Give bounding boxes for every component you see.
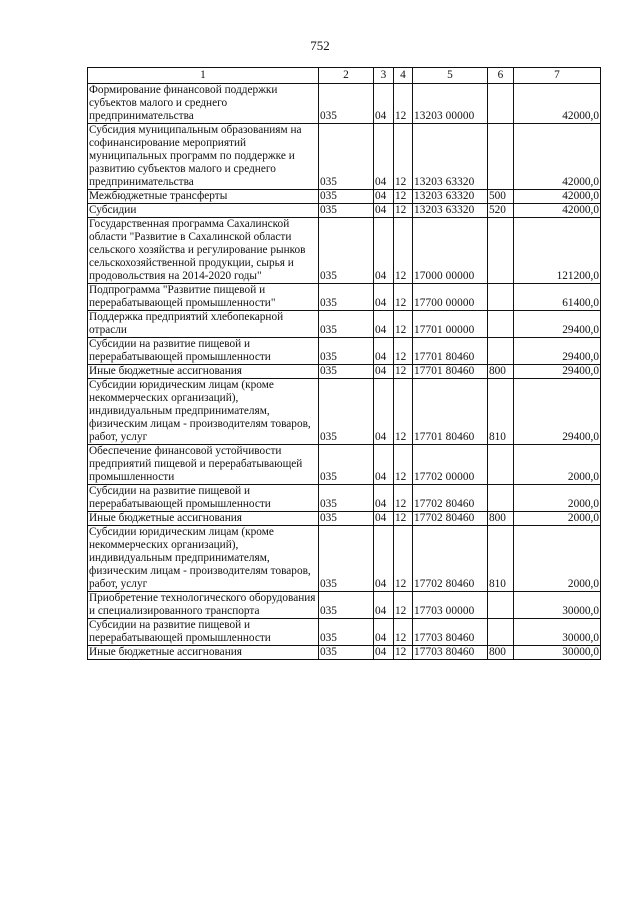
row-expense-type xyxy=(488,218,514,284)
row-expense-type: 520 xyxy=(488,204,514,218)
table-body xyxy=(88,84,601,660)
row-target-article: 17702 80460 xyxy=(413,485,488,512)
row-expense-type: 810 xyxy=(488,379,514,445)
row-section: 04 xyxy=(374,284,394,311)
row-subsection: 12 xyxy=(394,485,413,512)
row-expense-type xyxy=(488,338,514,365)
row-subsection: 12 xyxy=(394,619,413,646)
row-target-article: 17702 80460 xyxy=(413,512,488,526)
row-section: 04 xyxy=(374,512,394,526)
row-admin-code: 035 xyxy=(319,445,374,485)
row-name: Субсидии xyxy=(88,204,319,218)
row-section: 04 xyxy=(374,204,394,218)
row-admin-code: 035 xyxy=(319,646,374,660)
row-amount: 30000,0 xyxy=(514,619,601,646)
row-amount: 29400,0 xyxy=(514,379,601,445)
row-name: Иные бюджетные ассигнования xyxy=(88,365,319,379)
row-amount: 2000,0 xyxy=(514,526,601,592)
row-subsection: 12 xyxy=(394,445,413,485)
row-subsection: 12 xyxy=(394,84,413,124)
row-name: Формирование финансовой поддержки субъектов малого и среднего предпринимательства xyxy=(88,84,319,124)
row-subsection: 12 xyxy=(394,204,413,218)
row-name: Субсидии на развитие пищевой и перерабатывающей промышленности xyxy=(88,338,319,365)
row-subsection: 12 xyxy=(394,284,413,311)
row-section: 04 xyxy=(374,485,394,512)
row-subsection: 12 xyxy=(394,592,413,619)
row-expense-type xyxy=(488,124,514,190)
row-amount: 30000,0 xyxy=(514,592,601,619)
row-target-article: 17701 80460 xyxy=(413,379,488,445)
row-amount: 30000,0 xyxy=(514,646,601,660)
table-row xyxy=(88,592,601,619)
table-row xyxy=(88,84,601,124)
table-row xyxy=(88,512,601,526)
row-name: Иные бюджетные ассигнования xyxy=(88,512,319,526)
row-section: 04 xyxy=(374,526,394,592)
row-name: Приобретение технологического оборудования и специализированного транспорта xyxy=(88,592,319,619)
row-admin-code: 035 xyxy=(319,512,374,526)
row-amount: 61400,0 xyxy=(514,284,601,311)
row-expense-type xyxy=(488,485,514,512)
header-row xyxy=(88,68,601,84)
table-row xyxy=(88,284,601,311)
row-amount: 121200,0 xyxy=(514,218,601,284)
header-col-6: 6 xyxy=(488,68,514,84)
table-row xyxy=(88,526,601,592)
row-name: Межбюджетные трансферты xyxy=(88,190,319,204)
row-amount: 42000,0 xyxy=(514,190,601,204)
row-section: 04 xyxy=(374,124,394,190)
row-admin-code: 035 xyxy=(319,379,374,445)
row-name: Обеспечение финансовой устойчивости предприятий пищевой и перерабатывающей промышленности xyxy=(88,445,319,485)
row-name: Подпрограмма "Развитие пищевой и перерабатывающей промышленности" xyxy=(88,284,319,311)
row-expense-type xyxy=(488,84,514,124)
row-name: Субсидии юридическим лицам (кроме некоммерческих организаций), индивидуальным предпринимателям, физическим лицам - производителям товаров, работ, услуг xyxy=(88,379,319,445)
row-admin-code: 035 xyxy=(319,311,374,338)
row-target-article: 13203 63320 xyxy=(413,204,488,218)
header-col-4: 4 xyxy=(394,68,413,84)
row-admin-code: 035 xyxy=(319,204,374,218)
row-name: Субсидия муниципальным образованиям на софинансирование мероприятий муниципальных программ по поддержке и развитию субъектов малого и среднего предпринимательства xyxy=(88,124,319,190)
header-col-5: 5 xyxy=(413,68,488,84)
table-row xyxy=(88,124,601,190)
row-amount: 42000,0 xyxy=(514,204,601,218)
row-subsection: 12 xyxy=(394,124,413,190)
row-name: Государственная программа Сахалинской области "Развитие в Сахалинской области сельского хозяйства и регулирование рынков сельскохозяйственной продукции, сырья и продовольствия на 2014-2020 годы" xyxy=(88,218,319,284)
row-admin-code: 035 xyxy=(319,338,374,365)
row-name: Поддержка предприятий хлебопекарной отрасли xyxy=(88,311,319,338)
row-subsection: 12 xyxy=(394,338,413,365)
row-expense-type xyxy=(488,619,514,646)
row-subsection: 12 xyxy=(394,218,413,284)
row-subsection: 12 xyxy=(394,512,413,526)
row-section: 04 xyxy=(374,379,394,445)
row-expense-type: 800 xyxy=(488,365,514,379)
row-admin-code: 035 xyxy=(319,592,374,619)
table-row xyxy=(88,218,601,284)
row-amount: 2000,0 xyxy=(514,485,601,512)
row-section: 04 xyxy=(374,190,394,204)
row-section: 04 xyxy=(374,338,394,365)
row-name: Субсидии юридическим лицам (кроме некоммерческих организаций), индивидуальным предпринимателям, физическим лицам - производителям товаров, работ, услуг xyxy=(88,526,319,592)
row-expense-type xyxy=(488,311,514,338)
table-row xyxy=(88,311,601,338)
row-target-article: 17703 80460 xyxy=(413,619,488,646)
row-section: 04 xyxy=(374,84,394,124)
row-expense-type xyxy=(488,445,514,485)
table-row xyxy=(88,646,601,660)
row-target-article: 17703 80460 xyxy=(413,646,488,660)
row-amount: 2000,0 xyxy=(514,445,601,485)
table-row xyxy=(88,619,601,646)
row-subsection: 12 xyxy=(394,190,413,204)
row-admin-code: 035 xyxy=(319,526,374,592)
row-subsection: 12 xyxy=(394,311,413,338)
table-row xyxy=(88,379,601,445)
row-admin-code: 035 xyxy=(319,218,374,284)
table-row xyxy=(88,190,601,204)
row-section: 04 xyxy=(374,592,394,619)
row-target-article: 13203 00000 xyxy=(413,84,488,124)
budget-table xyxy=(87,67,601,660)
table-row xyxy=(88,338,601,365)
row-section: 04 xyxy=(374,365,394,379)
header-col-3: 3 xyxy=(374,68,394,84)
row-section: 04 xyxy=(374,218,394,284)
row-admin-code: 035 xyxy=(319,124,374,190)
table-row xyxy=(88,485,601,512)
row-target-article: 17701 80460 xyxy=(413,338,488,365)
page-number: 752 xyxy=(310,38,330,53)
row-target-article: 17702 80460 xyxy=(413,526,488,592)
table-row xyxy=(88,445,601,485)
row-section: 04 xyxy=(374,445,394,485)
row-admin-code: 035 xyxy=(319,365,374,379)
header-col-7: 7 xyxy=(514,68,601,84)
row-target-article: 17703 00000 xyxy=(413,592,488,619)
row-expense-type xyxy=(488,284,514,311)
row-section: 04 xyxy=(374,311,394,338)
row-admin-code: 035 xyxy=(319,485,374,512)
row-amount: 29400,0 xyxy=(514,338,601,365)
row-name: Субсидии на развитие пищевой и перерабатывающей промышленности xyxy=(88,485,319,512)
row-amount: 2000,0 xyxy=(514,512,601,526)
row-target-article: 13203 63320 xyxy=(413,190,488,204)
row-admin-code: 035 xyxy=(319,190,374,204)
header-col-1: 1 xyxy=(88,68,319,84)
row-amount: 42000,0 xyxy=(514,84,601,124)
row-target-article: 17701 00000 xyxy=(413,311,488,338)
table-row xyxy=(88,204,601,218)
row-admin-code: 035 xyxy=(319,84,374,124)
row-subsection: 12 xyxy=(394,526,413,592)
row-target-article: 17000 00000 xyxy=(413,218,488,284)
row-admin-code: 035 xyxy=(319,284,374,311)
row-section: 04 xyxy=(374,646,394,660)
row-expense-type xyxy=(488,592,514,619)
row-amount: 29400,0 xyxy=(514,311,601,338)
row-expense-type: 810 xyxy=(488,526,514,592)
row-expense-type: 800 xyxy=(488,646,514,660)
row-subsection: 12 xyxy=(394,365,413,379)
table-row xyxy=(88,365,601,379)
row-target-article: 17701 80460 xyxy=(413,365,488,379)
row-target-article: 17702 00000 xyxy=(413,445,488,485)
row-name: Субсидии на развитие пищевой и перерабатывающей промышленности xyxy=(88,619,319,646)
row-amount: 29400,0 xyxy=(514,365,601,379)
row-name: Иные бюджетные ассигнования xyxy=(88,646,319,660)
row-target-article: 13203 63320 xyxy=(413,124,488,190)
row-target-article: 17700 00000 xyxy=(413,284,488,311)
row-expense-type: 800 xyxy=(488,512,514,526)
header-col-2: 2 xyxy=(319,68,374,84)
row-section: 04 xyxy=(374,619,394,646)
row-subsection: 12 xyxy=(394,646,413,660)
row-admin-code: 035 xyxy=(319,619,374,646)
row-expense-type: 500 xyxy=(488,190,514,204)
row-subsection: 12 xyxy=(394,379,413,445)
row-amount: 42000,0 xyxy=(514,124,601,190)
